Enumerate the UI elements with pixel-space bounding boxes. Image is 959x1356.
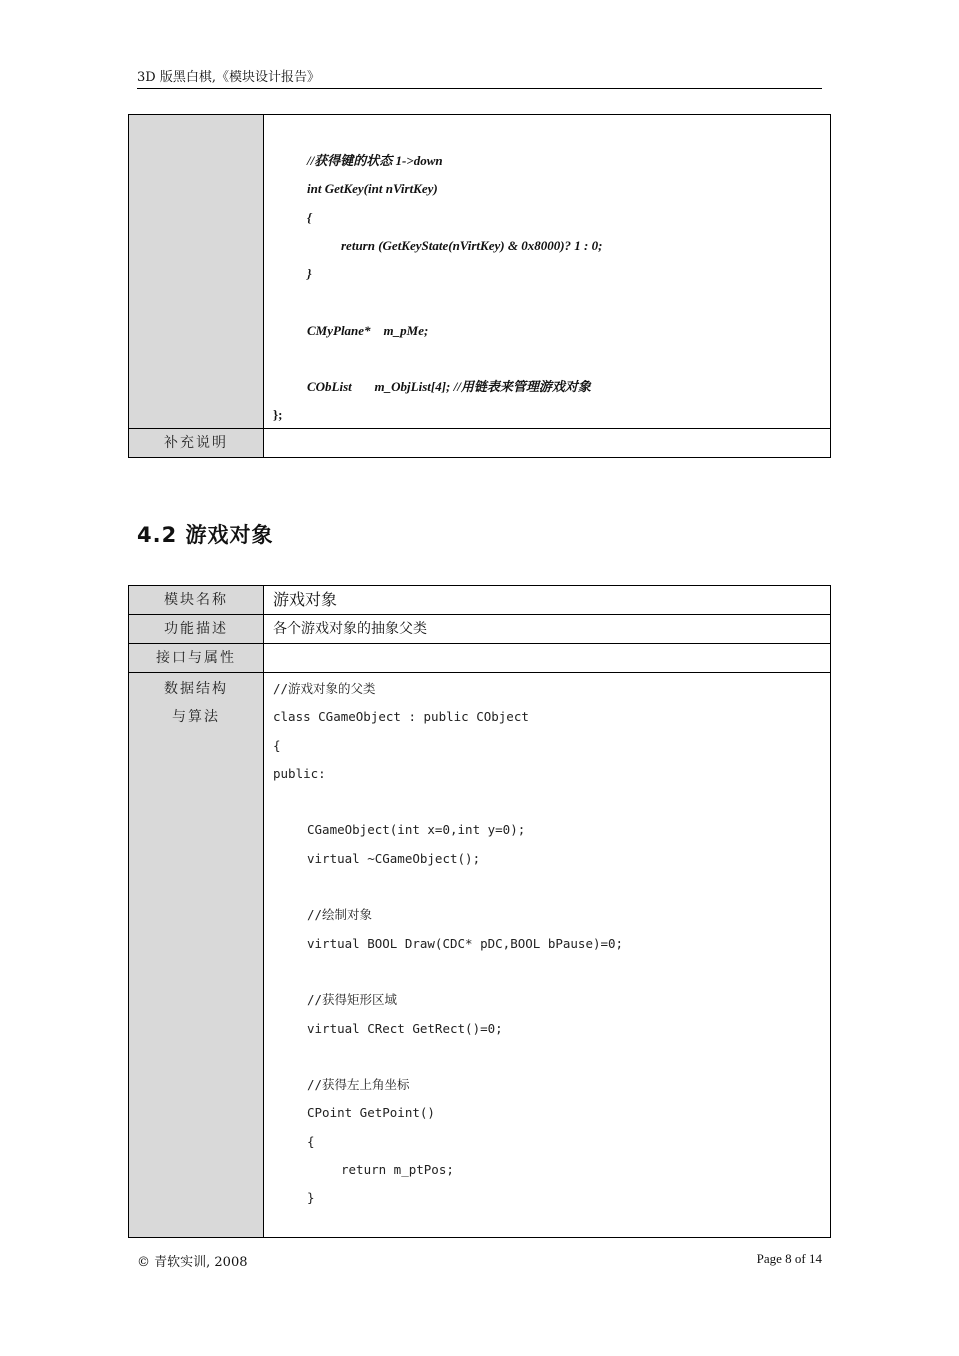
code-line: //绘制对象 xyxy=(307,907,373,923)
code-line: } xyxy=(307,266,312,282)
footer-page-number: Page 8 of 14 xyxy=(756,1251,822,1266)
code-line xyxy=(273,345,830,373)
code-line: virtual ~CGameObject(); xyxy=(307,850,481,866)
label-module-name: 模块名称 xyxy=(129,586,264,615)
code-block-1 xyxy=(273,115,830,428)
value-interface xyxy=(264,644,831,673)
code-line: CGameObject(int x=0,int y=0); xyxy=(307,822,526,838)
code-line: } xyxy=(307,1190,315,1206)
code-line: { xyxy=(307,209,312,225)
code-line xyxy=(273,788,830,816)
code-line: //获得左上角坐标 xyxy=(307,1077,410,1093)
supplement-label: 补充说明 xyxy=(129,428,264,457)
code-closing: }; xyxy=(273,406,283,422)
code-block-2 xyxy=(273,673,830,1213)
code-line: //获得矩形区域 xyxy=(307,992,398,1008)
code-line: return (GetKeyState(nVirtKey) & 0x8000)? 1 : 0; xyxy=(341,237,603,253)
footer-copyright: © 青软实训, 2008 xyxy=(137,1255,248,1270)
code-line: { xyxy=(273,737,281,753)
ds-label-line-1: 数据结构 xyxy=(164,681,228,697)
code-line: CPoint GetPoint() xyxy=(307,1105,435,1121)
code-cell-2 xyxy=(264,673,831,1238)
code-line: virtual CRect GetRect()=0; xyxy=(307,1020,503,1036)
code-line: //游戏对象的父类 xyxy=(273,681,376,696)
value-function: 各个游戏对象的抽象父类 xyxy=(264,615,831,644)
label-function: 功能描述 xyxy=(129,615,264,644)
page-header: 3D 版黑白棋,《模块设计报告》 xyxy=(137,66,822,89)
code-line: { xyxy=(307,1133,315,1149)
module-table-game-object xyxy=(128,585,831,1238)
label-interface: 接口与属性 xyxy=(129,644,264,673)
code-line: //获得键的状态 1->down xyxy=(307,153,443,168)
code-line: CMyPlane* m_pMe; xyxy=(307,322,429,338)
code-line: CObList m_ObjList[4]; //用链表来管理游戏对象 xyxy=(307,379,591,395)
code-line xyxy=(273,958,830,986)
code-line: virtual BOOL Draw(CDC* pDC,BOOL bPause)=0; xyxy=(307,935,624,951)
code-cell xyxy=(264,115,831,429)
code-line: int GetKey(int nVirtKey) xyxy=(307,181,438,197)
code-line xyxy=(273,1043,830,1071)
code-line xyxy=(273,288,830,316)
ds-label-line-2: 与算法 xyxy=(172,709,220,726)
page-footer xyxy=(137,1251,822,1270)
code-line xyxy=(273,873,830,901)
code-line: class CGameObject : public CObject xyxy=(273,709,529,725)
section-title: 4.2 游戏对象 xyxy=(137,523,274,547)
code-line: public: xyxy=(273,765,326,781)
supplement-value xyxy=(264,428,831,457)
label-data-structure xyxy=(129,673,264,1238)
value-module-name: 游戏对象 xyxy=(264,586,831,615)
code-line: return m_ptPos; xyxy=(341,1162,454,1178)
empty-label-cell xyxy=(129,115,264,429)
module-table-continued xyxy=(128,114,831,458)
